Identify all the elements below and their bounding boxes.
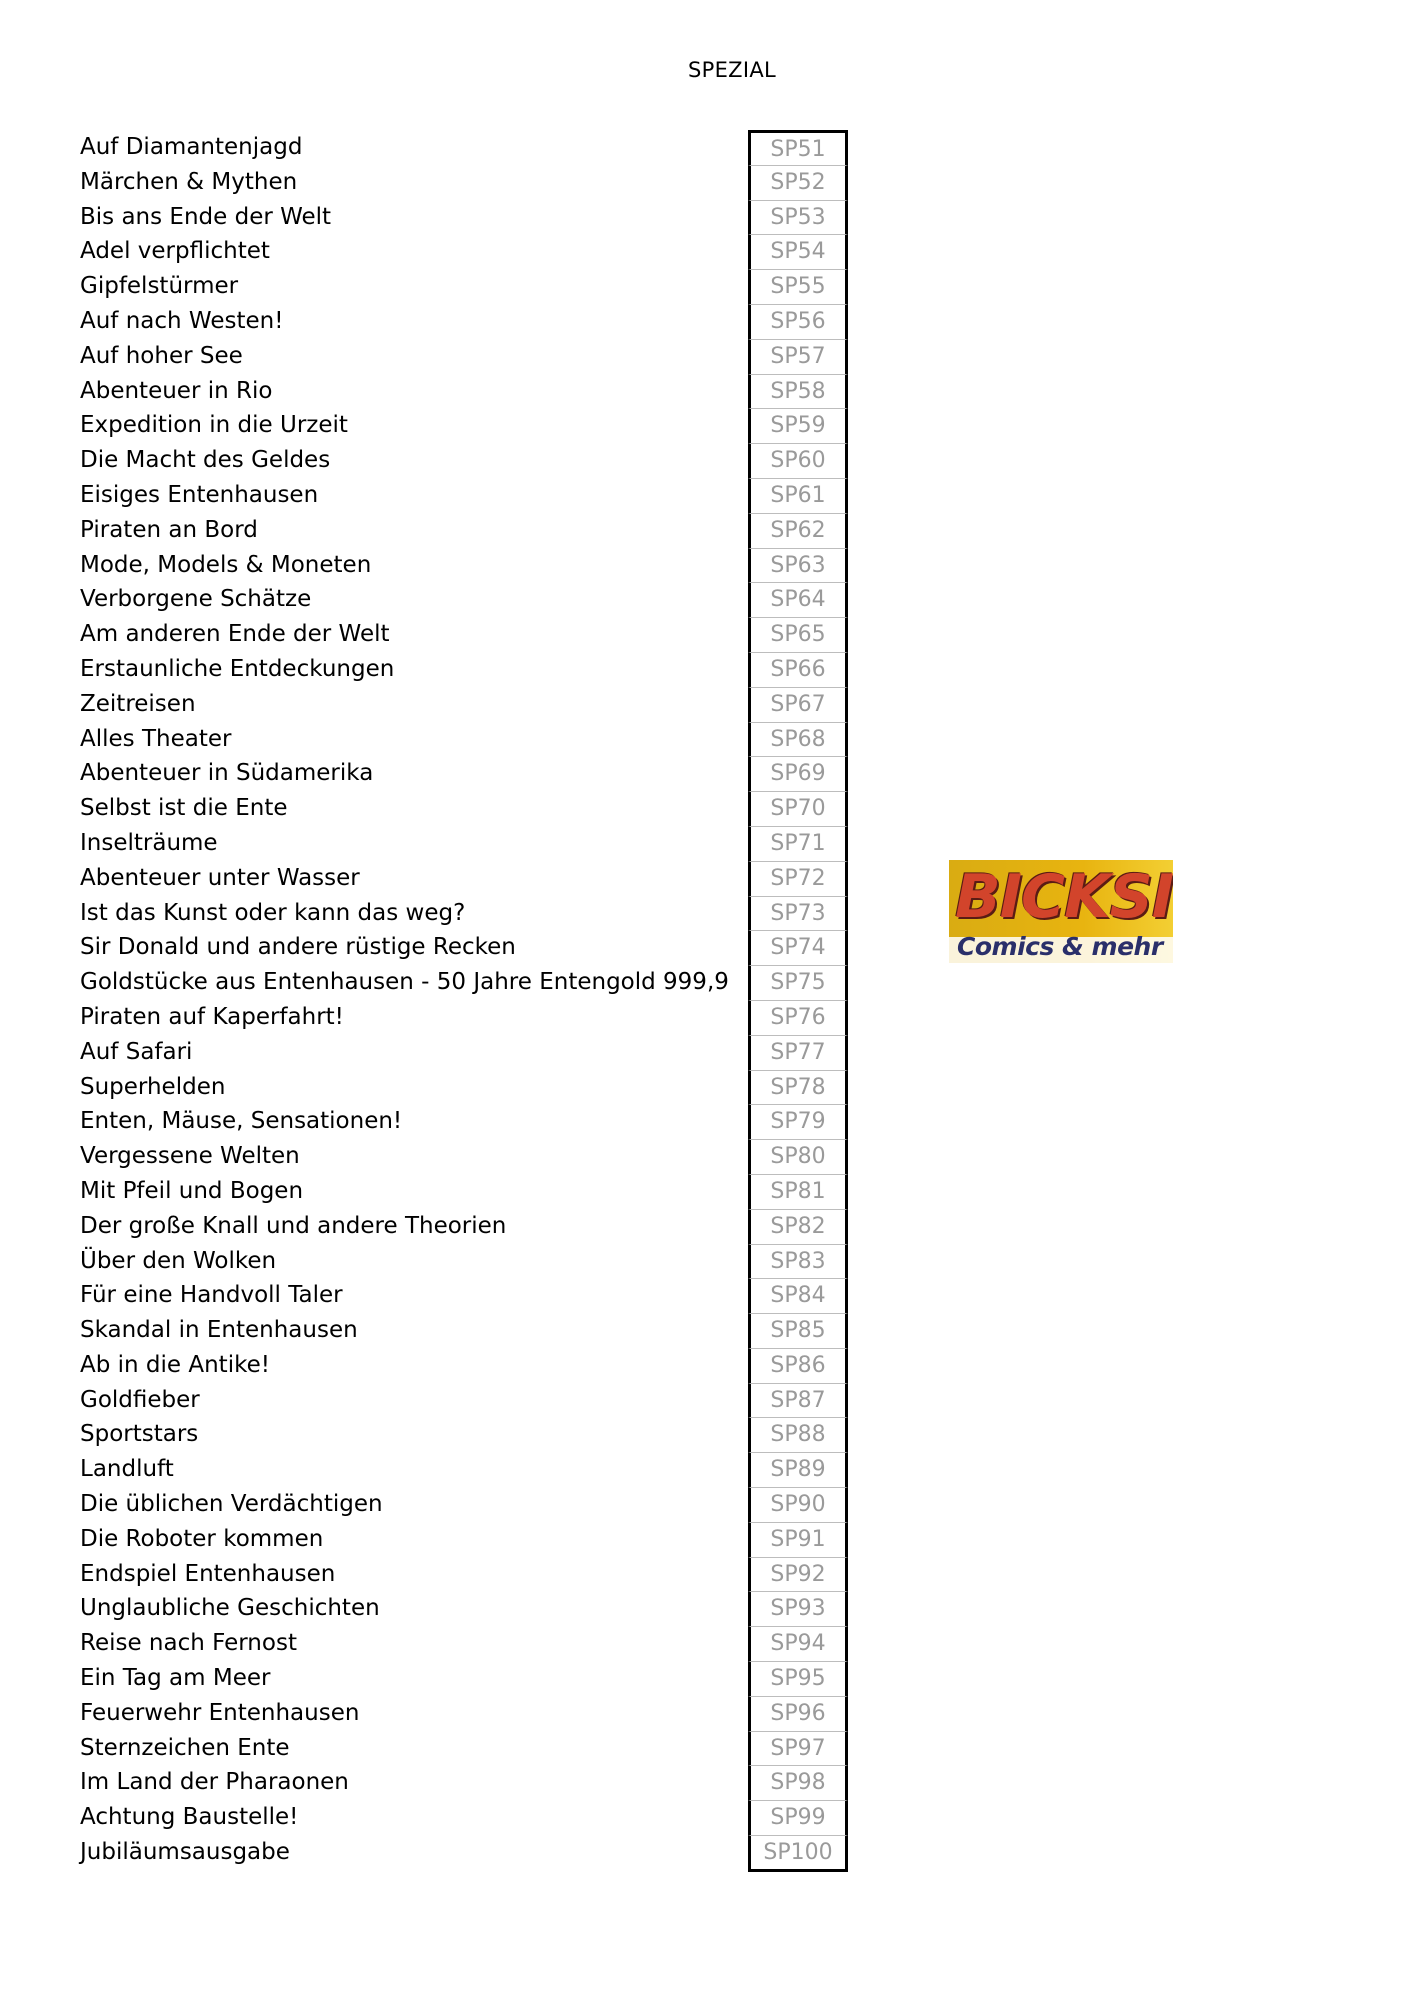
list-item [80, 1765, 850, 1800]
issue-title: Für eine Handvoll Taler [80, 1282, 343, 1309]
issue-list [80, 130, 850, 1870]
issue-title: Am anderen Ende der Welt [80, 621, 390, 648]
issue-title: Über den Wolken [80, 1247, 277, 1274]
issue-title: Auf Diamantenjagd [80, 134, 303, 160]
list-item [80, 722, 850, 757]
issue-title: Erstaunliche Entdeckungen [80, 655, 395, 682]
issue-title: Inselträume [80, 829, 218, 856]
issue-title: Piraten auf Kaperfahrt! [80, 1003, 344, 1030]
list-item [80, 1452, 850, 1487]
issue-title: Auf hoher See [80, 342, 243, 369]
list-item [80, 1035, 850, 1070]
issue-title: Verborgene Schätze [80, 586, 312, 613]
issue-code: SP70 [748, 791, 848, 826]
list-item [80, 1557, 850, 1592]
issue-code: SP95 [748, 1661, 848, 1696]
list-item [80, 1000, 850, 1035]
issue-title: Ein Tag am Meer [80, 1665, 271, 1692]
issue-code: SP79 [748, 1104, 848, 1139]
list-item [80, 513, 850, 548]
list-item [80, 965, 850, 1000]
issue-title: Endspiel Entenhausen [80, 1560, 336, 1587]
issue-code: SP96 [748, 1696, 848, 1731]
issue-title: Mode, Models & Moneten [80, 551, 372, 578]
list-item [80, 165, 850, 200]
list-item [80, 1139, 850, 1174]
list-item [80, 861, 850, 896]
list-item [80, 130, 850, 165]
list-item [80, 1244, 850, 1279]
issue-code: SP60 [748, 443, 848, 478]
issue-code: SP98 [748, 1765, 848, 1800]
issue-code: SP67 [748, 687, 848, 722]
logo-main-text: BICKSI [955, 862, 1173, 932]
list-item [80, 1209, 850, 1244]
issue-code: SP90 [748, 1487, 848, 1522]
list-item [80, 930, 850, 965]
issue-title: Die Macht des Geldes [80, 447, 331, 474]
issue-title: Die üblichen Verdächtigen [80, 1491, 383, 1518]
issue-title: Expedition in die Urzeit [80, 412, 348, 439]
issue-code: SP75 [748, 965, 848, 1000]
issue-code: SP89 [748, 1452, 848, 1487]
issue-code: SP73 [748, 896, 848, 931]
issue-title: Sportstars [80, 1421, 199, 1448]
list-item [80, 304, 850, 339]
issue-code: SP61 [748, 478, 848, 513]
issue-title: Sir Donald und andere rüstige Recken [80, 934, 516, 961]
list-item [80, 1696, 850, 1731]
list-item [80, 1800, 850, 1835]
issue-code: SP68 [748, 722, 848, 757]
issue-title: Piraten an Bord [80, 516, 258, 543]
list-item [80, 687, 850, 722]
issue-code: SP64 [748, 582, 848, 617]
issue-title: Goldfieber [80, 1386, 200, 1413]
issue-code: SP74 [748, 930, 848, 965]
issue-title: Mit Pfeil und Bogen [80, 1177, 304, 1204]
list-item [80, 1278, 850, 1313]
list-item [80, 548, 850, 583]
issue-code: SP85 [748, 1313, 848, 1348]
list-item [80, 1174, 850, 1209]
list-item [80, 234, 850, 269]
issue-code: SP56 [748, 304, 848, 339]
issue-title: Die Roboter kommen [80, 1525, 324, 1552]
issue-code: SP54 [748, 234, 848, 269]
issue-code: SP69 [748, 756, 848, 791]
issue-title: Im Land der Pharaonen [80, 1769, 349, 1796]
issue-code: SP78 [748, 1070, 848, 1105]
issue-title: Skandal in Entenhausen [80, 1317, 358, 1344]
issue-title: Zeitreisen [80, 690, 196, 717]
issue-code: SP88 [748, 1417, 848, 1452]
issue-title: Enten, Mäuse, Sensationen! [80, 1108, 403, 1135]
list-item [80, 1383, 850, 1418]
issue-code: SP94 [748, 1626, 848, 1661]
list-item [80, 200, 850, 235]
issue-title: Märchen & Mythen [80, 168, 298, 195]
issue-code: SP62 [748, 513, 848, 548]
issue-title: Der große Knall und andere Theorien [80, 1212, 507, 1239]
bicksi-logo [949, 860, 1173, 963]
issue-title: Abenteuer unter Wasser [80, 864, 360, 891]
issue-title: Gipfelstürmer [80, 273, 239, 300]
issue-code: SP52 [748, 165, 848, 200]
issue-code: SP86 [748, 1348, 848, 1383]
list-item [80, 1348, 850, 1383]
issue-title: Vergessene Welten [80, 1143, 300, 1170]
issue-code: SP97 [748, 1731, 848, 1766]
list-item [80, 1661, 850, 1696]
issue-code: SP84 [748, 1278, 848, 1313]
list-item [80, 339, 850, 374]
list-item [80, 1104, 850, 1139]
issue-code: SP82 [748, 1209, 848, 1244]
list-item [80, 1070, 850, 1105]
list-item [80, 1522, 850, 1557]
issue-code: SP66 [748, 652, 848, 687]
issue-code: SP63 [748, 548, 848, 583]
issue-title: Selbst ist die Ente [80, 795, 288, 822]
list-item [80, 1487, 850, 1522]
list-item [80, 756, 850, 791]
list-item [80, 826, 850, 861]
issue-code: SP83 [748, 1244, 848, 1279]
issue-title: Auf nach Westen! [80, 307, 284, 334]
issue-title: Superhelden [80, 1073, 226, 1100]
issue-code: SP51 [748, 130, 848, 165]
list-item [80, 478, 850, 513]
issue-code: SP71 [748, 826, 848, 861]
issue-code: SP58 [748, 374, 848, 409]
issue-code: SP65 [748, 617, 848, 652]
issue-code: SP76 [748, 1000, 848, 1035]
issue-code: SP59 [748, 408, 848, 443]
issue-code: SP93 [748, 1591, 848, 1626]
issue-code: SP57 [748, 339, 848, 374]
issue-title: Unglaubliche Geschichten [80, 1595, 380, 1622]
issue-title: Alles Theater [80, 725, 232, 752]
issue-code: SP92 [748, 1557, 848, 1592]
list-item [80, 1417, 850, 1452]
issue-title: Goldstücke aus Entenhausen - 50 Jahre Entengold 999,9 [80, 969, 729, 996]
issue-code: SP53 [748, 200, 848, 235]
list-item [80, 896, 850, 931]
issue-title: Feuerwehr Entenhausen [80, 1699, 360, 1726]
list-item [80, 1313, 850, 1348]
list-item [80, 374, 850, 409]
list-item [80, 443, 850, 478]
issue-title: Bis ans Ende der Welt [80, 203, 332, 230]
list-item [80, 617, 850, 652]
issue-title: Sternzeichen Ente [80, 1734, 290, 1761]
issue-code: SP87 [748, 1383, 848, 1418]
issue-code: SP81 [748, 1174, 848, 1209]
issue-title: Ab in die Antike! [80, 1351, 270, 1378]
issue-code: SP55 [748, 269, 848, 304]
list-item [80, 791, 850, 826]
list-item [80, 582, 850, 617]
list-item [80, 1591, 850, 1626]
issue-code: SP77 [748, 1035, 848, 1070]
issue-title: Achtung Baustelle! [80, 1804, 299, 1831]
list-item [80, 408, 850, 443]
issue-title: Landluft [80, 1456, 174, 1483]
page-title: SPEZIAL [688, 58, 777, 82]
list-item [80, 1835, 850, 1870]
issue-code: SP72 [748, 861, 848, 896]
list-item [80, 269, 850, 304]
issue-title: Adel verpflichtet [80, 238, 270, 265]
list-item [80, 1626, 850, 1661]
issue-code: SP99 [748, 1800, 848, 1835]
issue-title: Eisiges Entenhausen [80, 481, 319, 508]
list-item [80, 1731, 850, 1766]
issue-code: SP91 [748, 1522, 848, 1557]
issue-title: Auf Safari [80, 1038, 193, 1065]
issue-title: Jubiläumsausgabe [80, 1839, 290, 1866]
issue-title: Abenteuer in Südamerika [80, 760, 374, 787]
issue-title: Abenteuer in Rio [80, 377, 273, 404]
issue-title: Ist das Kunst oder kann das weg? [80, 899, 466, 926]
issue-title: Reise nach Fernost [80, 1630, 297, 1657]
issue-code: SP100 [748, 1835, 848, 1872]
list-item [80, 652, 850, 687]
logo-sub-text: Comics & mehr [957, 932, 1163, 961]
issue-code: SP80 [748, 1139, 848, 1174]
